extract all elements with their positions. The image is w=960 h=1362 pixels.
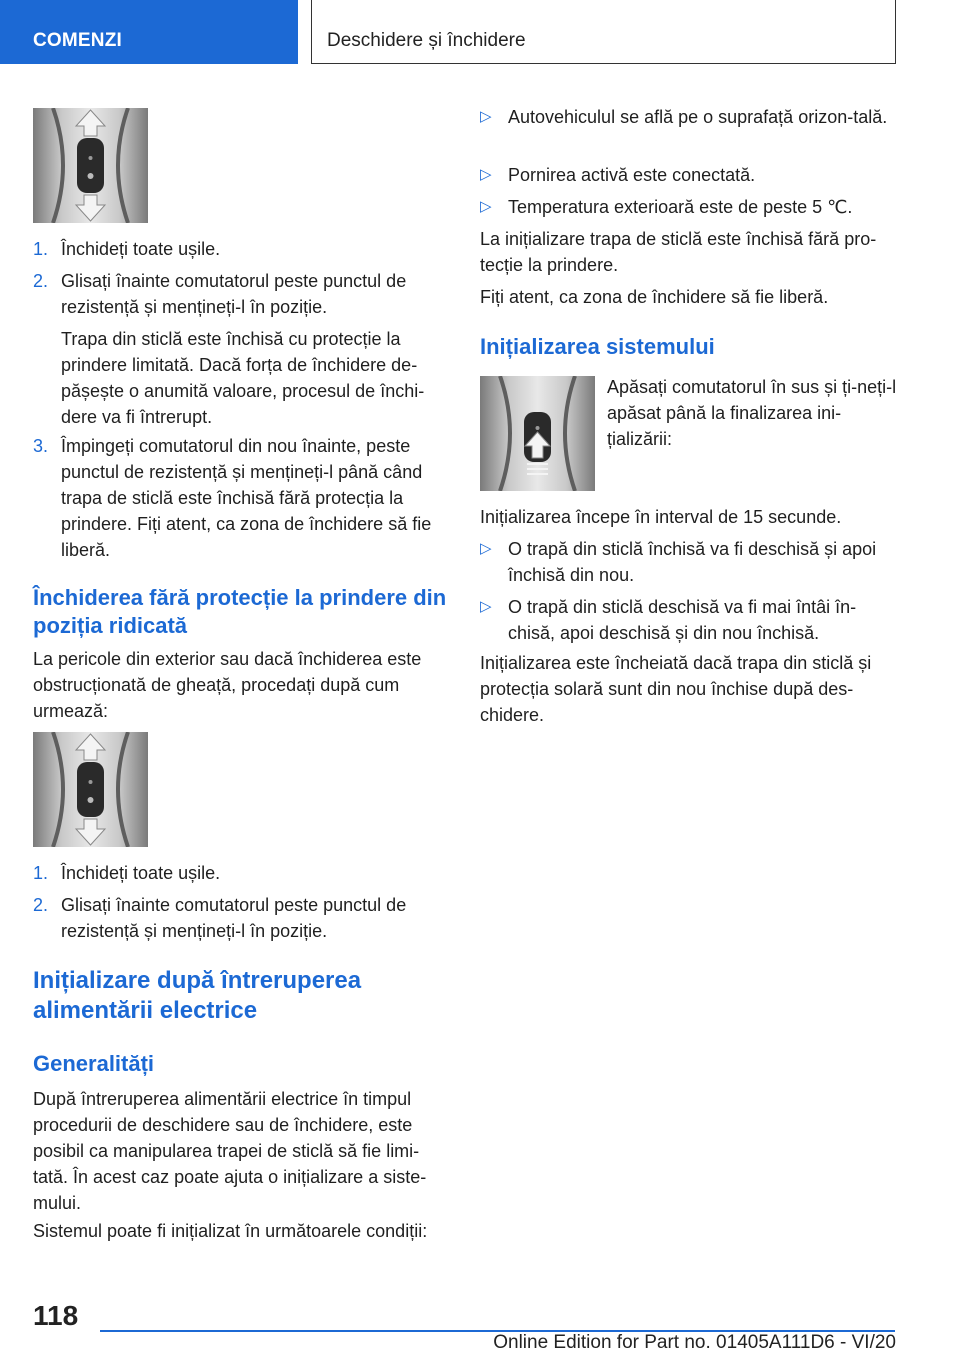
subsection-heading: Generalități: [33, 1051, 155, 1076]
bullet-text: O trapă din sticlă deschisă va fi mai întâi în-chisă, apoi deschisă și din nou închisă.: [508, 597, 857, 643]
list-item-text: Închideți toate ușile.: [61, 863, 221, 883]
page-number: 118: [33, 1300, 79, 1331]
list-number: 2.: [33, 271, 49, 291]
roof-switch-icon: [33, 732, 148, 847]
switch-press-image: [480, 376, 595, 491]
edition-note: Online Edition for Part no. 01405A111D6 - VI/20: [493, 1332, 896, 1353]
paragraph: Apăsați comutatorul în sus și ți-neți-l apăsat până la finalizarea ini-țializării:: [607, 377, 897, 449]
list-number: 3.: [33, 436, 49, 456]
switch-slide-image-1: [33, 108, 148, 223]
paragraph: Sistemul poate fi inițializat în următoarele condiții:: [33, 1221, 428, 1241]
list-item-text: Trapa din sticlă este închisă cu protecție la prindere limitată. Dacă forța de închidere de-pășește o anumită valoare, procesul de închi-dere va fi întrerupt.: [61, 329, 425, 427]
bullet-text: Temperatura exterioară este de peste 5 ℃.: [508, 197, 853, 217]
triangle-bullet-icon: ▷: [480, 198, 492, 215]
list-number: 1.: [33, 239, 49, 259]
triangle-bullet-icon: ▷: [480, 540, 492, 557]
roof-switch-press-icon: [480, 376, 595, 491]
bullet-text: Pornirea activă este conectată.: [508, 165, 756, 185]
triangle-bullet-icon: ▷: [480, 108, 492, 125]
paragraph: Inițializarea este încheiată dacă trapa din sticlă și protecția solară sunt din nou închise după des-chidere.: [480, 653, 872, 725]
list-item-text: Închideți toate ușile.: [61, 239, 221, 259]
triangle-bullet-icon: ▷: [480, 598, 492, 615]
paragraph: După întreruperea alimentării electrice în timpul procedurii de deschidere sau de închidere, este posibil ca manipularea trapei de sticlă să fie limi-tată. În acest caz poate ajuta o inițializare a siste-mului.: [33, 1089, 427, 1213]
triangle-bullet-icon: ▷: [480, 166, 492, 183]
roof-switch-icon: [33, 108, 148, 223]
list-number: 1.: [33, 863, 49, 883]
page-header: [0, 0, 960, 66]
bullet-text: Autovehiculul se află pe o suprafață orizon-tală.: [508, 107, 888, 127]
section-tab: COMENZI: [0, 0, 298, 64]
list-item-text: Glisați înainte comutatorul peste punctul de rezistență și mențineți-l în poziție.: [61, 895, 407, 941]
chapter-heading: Inițializare după întreruperea alimentării electrice: [33, 967, 362, 1024]
section-heading: Închiderea fără protecție la prindere din poziția ridicată: [33, 585, 447, 638]
paragraph: Inițializarea începe în interval de 15 secunde.: [480, 507, 842, 527]
paragraph: La pericole din exterior sau dacă închiderea este obstrucționată de gheață, procedați după cum urmează:: [33, 649, 422, 721]
bullet-text: O trapă din sticlă închisă va fi deschisă și apoi închisă din nou.: [508, 539, 877, 585]
chapter-title: Deschidere și închidere: [311, 0, 896, 64]
list-item-text: Împingeți comutatorul din nou înainte, peste punctul de rezistență și mențineți-l până când trapa de sticlă este închisă fără protecția la prindere. Fiți atent, ca zona de închidere să fie liberă.: [61, 436, 432, 560]
list-number: 2.: [33, 895, 49, 915]
list-item-text: Glisați înainte comutatorul peste punctul de rezistență și mențineți-l în poziție.: [61, 271, 407, 317]
paragraph: Fiți atent, ca zona de închidere să fie liberă.: [480, 287, 829, 307]
switch-slide-image-2: [33, 732, 148, 847]
subsection-heading: Inițializarea sistemului: [480, 334, 715, 359]
paragraph: La inițializare trapa de sticlă este închisă fără pro-tecție la prindere.: [480, 229, 877, 275]
